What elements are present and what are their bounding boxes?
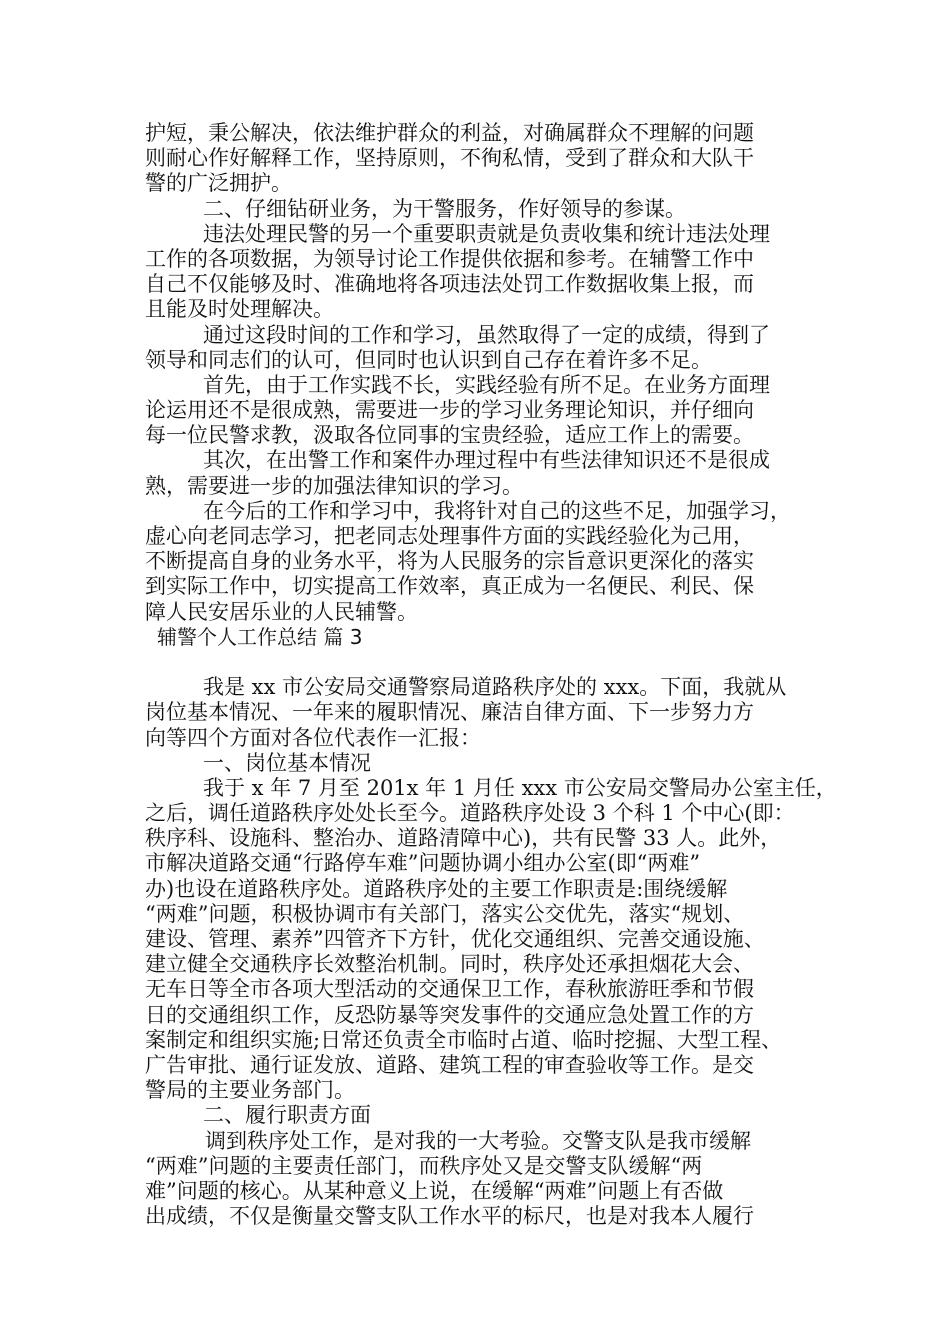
text-line: 熟，需要进一步的加强法律知识的学习。 [145,473,523,498]
text-line: 在今后的工作和学习中，我将针对自己的这些不足，加强学习， [203,498,791,523]
text-line: 调到秩序处工作，是对我的一大考验。交警支队是我市缓解 [205,1128,751,1153]
text-line: 秩序科、设施科、整治办、道路清障中心)，共有民警 33 人。此外， [145,826,782,851]
text-line: 首先，由于工作实践不长，实践经验有所不足。在业务方面理 [203,372,770,397]
text-line: 广告审批、通行证发放、道路、建筑工程的审查验收等工作。是交 [145,1052,754,1077]
text-line: 出成绩，不仅是衡量交警支队工作水平的标尺，也是对我本人履行 [145,1204,754,1229]
section-title: 辅警个人工作总结 篇 3 [157,624,363,649]
text-line: 每一位民警求教，汲取各位同事的宝贵经验，适应工作上的需要。 [145,423,754,448]
text-line: 且能及时处理解决。 [145,297,334,322]
text-line: 案制定和组织实施;日常还负责全市临时占道、临时挖掘、大型工程、 [145,1027,783,1052]
section-heading: 二、仔细钻研业务，为干警服务，作好领导的参谋。 [203,196,686,221]
text-line: “两难”问题，积极协调市有关部门，落实公交优先，落实“规划、 [145,901,745,926]
text-line: 市解决道路交通“行路停车难”问题协调小组办公室(即“两难” [145,851,701,876]
text-line: 难”问题的核心。从某种意义上说，在缓解“两难”问题上有否做 [145,1178,724,1203]
text-line: 工作的各项数据，为领导讨论工作提供依据和参考。在辅警工作中 [145,246,754,271]
text-line: 向等四个方面对各位代表作一汇报： [145,725,481,750]
text-line: 虚心向老同志学习，把老同志处理事件方面的实践经验化为己用， [145,524,754,548]
text-line: 到实际工作中，切实提高工作效率，真正成为一名便民、利民、保 [145,574,754,599]
text-line: 我是 xx 市公安局交通警察局道路秩序处的 xxx。下面，我就从 [203,675,787,700]
text-line: 警的广泛拥护。 [145,171,292,196]
text-line: 通过这段时间的工作和学习，虽然取得了一定的成绩，得到了 [203,322,770,347]
text-line: 我于 x 年 7 月至 201x 年 1 月任 xxx 市公安局交警局办公室主任， [203,775,837,800]
text-line: 领导和同志们的认可，但同时也认识到自己存在着许多不足。 [145,347,712,372]
text-line: 建设、管理、素养”四管齐下方针，优化交通组织、完善交通设施、 [145,927,765,951]
document-page [145,121,837,1229]
text-line: 护短，秉公解决，依法维护群众的利益，对确属群众不理解的问题 [145,121,754,145]
blank-line [145,650,805,675]
text-line: 其次，在出警工作和案件办理过程中有些法律知识还不是很成 [203,448,770,473]
text-line: 论运用还不是很成熟，需要进一步的学习业务理论知识，并仔细向 [145,398,754,423]
text-line: 自己不仅能够及时、准确地将各项违法处罚工作数据收集上报，而 [145,272,754,297]
section-heading: 一、岗位基本情况 [203,750,371,775]
text-line: 警局的主要业务部门。 [145,1078,355,1103]
text-line: 岗位基本情况、一年来的履职情况、廉洁自律方面、下一步努力方 [145,700,754,725]
text-line: “两难”问题的主要责任部门，而秩序处又是交警支队缓解“两 [145,1153,703,1178]
section-heading: 二、履行职责方面 [203,1103,371,1128]
text-line: 日的交通组织工作，反恐防暴等突发事件的交通应急处置工作的方 [145,1002,754,1027]
text-line: 建立健全交通秩序长效整治机制。同时，秩序处还承担烟花大会、 [145,952,754,977]
text-line: 违法处理民警的另一个重要职责就是负责收集和统计违法处理 [203,221,770,246]
text-line: 办)也设在道路秩序处。道路秩序处的主要工作职责是:围绕缓解 [145,876,728,901]
text-line: 则耐心作好解释工作，坚持原则，不徇私情，受到了群众和大队干 [145,146,754,171]
text-line: 无车日等全市各项大型活动的交通保卫工作，春秋旅游旺季和节假 [145,977,754,1002]
text-line: 之后，调任道路秩序处处长至今。道路秩序处设 3 个科 1 个中心(即： [145,801,795,826]
text-line: 不断提高自身的业务水平，将为人民服务的宗旨意识更深化的落实 [145,549,754,574]
text-line: 障人民安居乐业的人民辅警。 [145,599,418,624]
